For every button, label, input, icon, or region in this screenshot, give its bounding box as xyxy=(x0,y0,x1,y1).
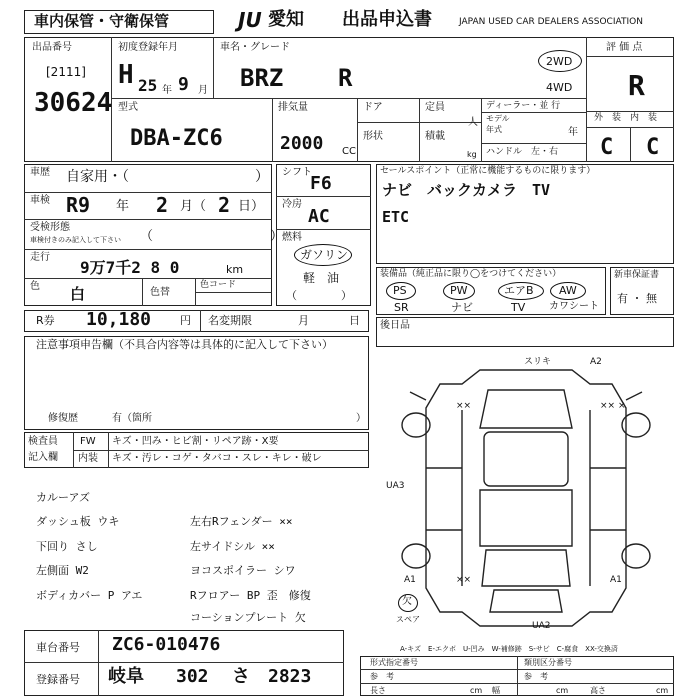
reference-label-left: 参 考 xyxy=(370,672,394,681)
width-label: 幅 xyxy=(492,686,500,695)
inspection-month: 2 xyxy=(156,193,169,217)
sales-point-label: セールスポイント（正常に機能するものに限ります） xyxy=(380,166,596,176)
type-label: 型式 xyxy=(118,102,138,113)
color-code-label: 色コード xyxy=(200,280,237,290)
receipt-label: 受検形態 xyxy=(30,222,70,233)
spec-number-label: 形式指定番号 xyxy=(370,658,418,667)
inspector-label: 検査員 xyxy=(28,436,58,447)
fuel-light-oil: 軽 油 xyxy=(303,271,340,285)
type-code: DBA-ZC6 xyxy=(130,126,223,151)
registration-month: 9 xyxy=(178,74,189,95)
first-registration-label: 初度登録年月 xyxy=(118,42,178,53)
model-name: BRZ xyxy=(240,64,284,92)
lot-number-label: 出品番号 xyxy=(32,42,72,53)
shape-label: 形状 xyxy=(363,131,383,142)
diagram-legend: A-キズ E-エクボ U-凹み W-補修跡 S-サビ C-腐食 XX-交換済 xyxy=(400,645,618,653)
diagram-mark-a1-right: A1 xyxy=(610,575,622,585)
history-value: 自家用・（ xyxy=(66,169,129,185)
load-label: 積載 xyxy=(425,131,445,142)
dealer-label: ディーラー・並 行 xyxy=(486,101,561,111)
ac-label: 冷房 xyxy=(282,199,302,210)
displacement-label: 排気量 xyxy=(278,102,308,113)
repair-value: 有（箇所 xyxy=(112,413,152,424)
chassis-label: 車台番号 xyxy=(36,641,80,654)
door-label: ドア xyxy=(363,102,383,113)
note-10: コーションプレート 欠 xyxy=(190,611,306,624)
handle-label: ハンドル 左・右 xyxy=(486,147,559,157)
receipt-note: 車検付きのみ記入して下さい xyxy=(30,236,121,244)
model-grade-label: 車名・グレード xyxy=(220,42,290,53)
diagram-mark-scuff: スリキ xyxy=(524,357,552,367)
fuel-label: 燃料 xyxy=(282,232,302,243)
history-label: 車歴 xyxy=(30,167,50,178)
interior-items: キズ・汚レ・コゲ・タバコ・スレ・キレ・破レ xyxy=(112,453,322,464)
interior-label: 内装 xyxy=(78,453,98,464)
displacement-value: 2000 xyxy=(280,133,324,154)
equipment-label: 装備品（純正品に限り◯をつけてください） xyxy=(380,269,562,279)
load-unit: kg xyxy=(467,150,477,159)
form-title: 出品申込書 xyxy=(342,9,432,30)
plate-class: 302 xyxy=(176,666,209,687)
spare-label: スペア xyxy=(396,615,420,624)
note-1: カルーアズ xyxy=(36,491,91,504)
diagram-mark-ua3: UA3 xyxy=(386,481,405,491)
length-label: 長さ xyxy=(370,686,386,695)
equip-tv: TV xyxy=(511,301,526,314)
drive-2wd: 2WD xyxy=(546,55,573,68)
inspection-year-unit: 年 xyxy=(116,199,130,214)
later-docs-label: 後日品 xyxy=(380,320,410,331)
plate-number: 2823 xyxy=(268,666,312,687)
name-change-label: 名変期限 xyxy=(208,314,252,327)
color-label: 色 xyxy=(30,281,40,292)
note-8: ヨコスポイラー シワ xyxy=(190,564,296,577)
recycle-value: 10,180 xyxy=(86,309,152,330)
equip-power-seat: カワシート xyxy=(549,301,599,312)
reference-label-right: 参 考 xyxy=(524,672,548,681)
exterior-grade: C xyxy=(600,135,614,160)
car-damage-diagram xyxy=(376,350,674,650)
note-2: ダッシュ板 ウキ xyxy=(36,515,120,528)
height-unit: cm xyxy=(656,686,669,695)
diagram-mark-xx-3: ×× xyxy=(456,575,472,585)
history-close: ） xyxy=(255,169,269,185)
shift-label: シフト xyxy=(282,167,312,178)
chassis-number: ZC6-010476 xyxy=(112,634,221,655)
fw-label: FW xyxy=(80,436,96,447)
inspection-era: R9 xyxy=(66,193,91,217)
plate-region: 岐阜 xyxy=(108,666,144,687)
mileage-unit: km xyxy=(226,263,244,276)
color-change-label: 色替 xyxy=(150,287,170,298)
score-value: R xyxy=(628,69,645,102)
width-unit: cm xyxy=(556,686,569,695)
equip-navi: ナビ xyxy=(451,301,473,314)
repair-label: 修復歴 xyxy=(48,413,78,424)
ext-int-label: 外 装 内 装 xyxy=(594,113,658,123)
mileage-value: 9万7千2 8 0 xyxy=(80,258,180,277)
receipt-value: （ ） xyxy=(140,229,284,244)
drive-4wd: 4WD xyxy=(546,81,573,94)
color-value: 白 xyxy=(70,285,86,303)
sales-point-box xyxy=(376,164,674,264)
ju-logo: JU xyxy=(238,8,262,32)
grade-name: R xyxy=(338,64,353,92)
lot-prefix: [2111] xyxy=(46,65,86,79)
year-unit: 年 xyxy=(162,85,172,96)
repair-close: ） xyxy=(356,413,366,424)
spare-missing-mark: 欠 xyxy=(402,596,412,607)
brand-name: 愛知 xyxy=(268,9,304,30)
diagram-mark-xx-1: ×× × xyxy=(600,401,626,411)
plate-label: 登録番号 xyxy=(36,673,80,686)
cc-unit: CC xyxy=(342,146,356,157)
notes-label: 注意事項申告欄（不具合内容等は具体的に記入して下さい） xyxy=(36,338,333,351)
equip-airbag: エアB xyxy=(504,284,534,297)
inspection-day-unit: 日） xyxy=(238,199,265,214)
diagram-mark-a2: A2 xyxy=(590,357,602,367)
fw-items: キズ・凹み・ヒビ割・リペア跡・X要 xyxy=(112,436,279,447)
note-7: 左サイドシル ×× xyxy=(190,540,275,553)
score-label: 評 価 点 xyxy=(606,42,643,53)
model-label: モデル xyxy=(486,114,510,123)
entry-label: 記入欄 xyxy=(28,452,58,463)
plate-kana: さ xyxy=(232,666,250,687)
ac-value: AC xyxy=(308,206,330,227)
interior-grade: C xyxy=(646,135,660,160)
inspection-label: 車検 xyxy=(30,195,50,206)
diagram-mark-ua2: UA2 xyxy=(532,621,551,631)
note-6: 左右Rフェンダー ×× xyxy=(190,515,293,528)
later-docs-box xyxy=(376,317,674,347)
model-year-unit: 年 xyxy=(568,127,578,138)
name-change-day: 日 xyxy=(349,314,360,327)
inspection-day: 2 xyxy=(218,193,231,217)
sales-point-line1: ナビ バックカメラ TV xyxy=(382,181,551,199)
diagram-mark-a1-left: A1 xyxy=(404,575,416,585)
equip-sr: SR xyxy=(394,301,409,314)
mileage-label: 走行 xyxy=(30,252,50,263)
equip-aw: AW xyxy=(559,284,577,297)
warranty-value: 有 ・ 無 xyxy=(617,292,657,305)
fuel-gasoline: ガソリン xyxy=(300,248,349,262)
model-year-label: 年式 xyxy=(486,125,502,134)
capacity-label: 定員 xyxy=(425,102,445,113)
association-name: JAPAN USED CAR DEALERS ASSOCIATION xyxy=(459,17,643,27)
note-4: 左側面 W2 xyxy=(36,564,89,577)
shift-value: F6 xyxy=(310,173,332,194)
recycle-label: R券 xyxy=(36,314,55,327)
length-unit: cm xyxy=(470,686,483,695)
recycle-box xyxy=(24,310,369,332)
note-9: Rフロアー BP 歪 修復 xyxy=(190,589,311,602)
category-number-label: 類別区分番号 xyxy=(524,658,572,667)
recycle-yen: 円 xyxy=(180,314,191,327)
sales-point-line2: ETC xyxy=(382,208,410,226)
storage-title: 車内保管・守衛保管 xyxy=(34,12,170,30)
fuel-other: （ ） xyxy=(286,289,352,302)
month-unit: 月 xyxy=(198,85,208,96)
name-change-month: 月 xyxy=(298,314,309,327)
note-3: 下回り さし xyxy=(36,540,98,553)
registration-year: 25 xyxy=(138,76,158,95)
height-label: 高さ xyxy=(590,686,606,695)
registration-era: H xyxy=(118,60,134,90)
equip-ps: PS xyxy=(393,284,407,297)
note-5: ボディカバー P アエ xyxy=(36,589,143,602)
capacity-unit: 人 xyxy=(468,117,478,128)
lot-number: 30624 xyxy=(34,88,113,118)
inspection-month-unit: 月（ xyxy=(180,199,207,214)
diagram-mark-xx-2: ×× xyxy=(456,401,472,411)
warranty-label: 新車保証書 xyxy=(614,270,660,280)
equip-pw: PW xyxy=(450,284,468,297)
